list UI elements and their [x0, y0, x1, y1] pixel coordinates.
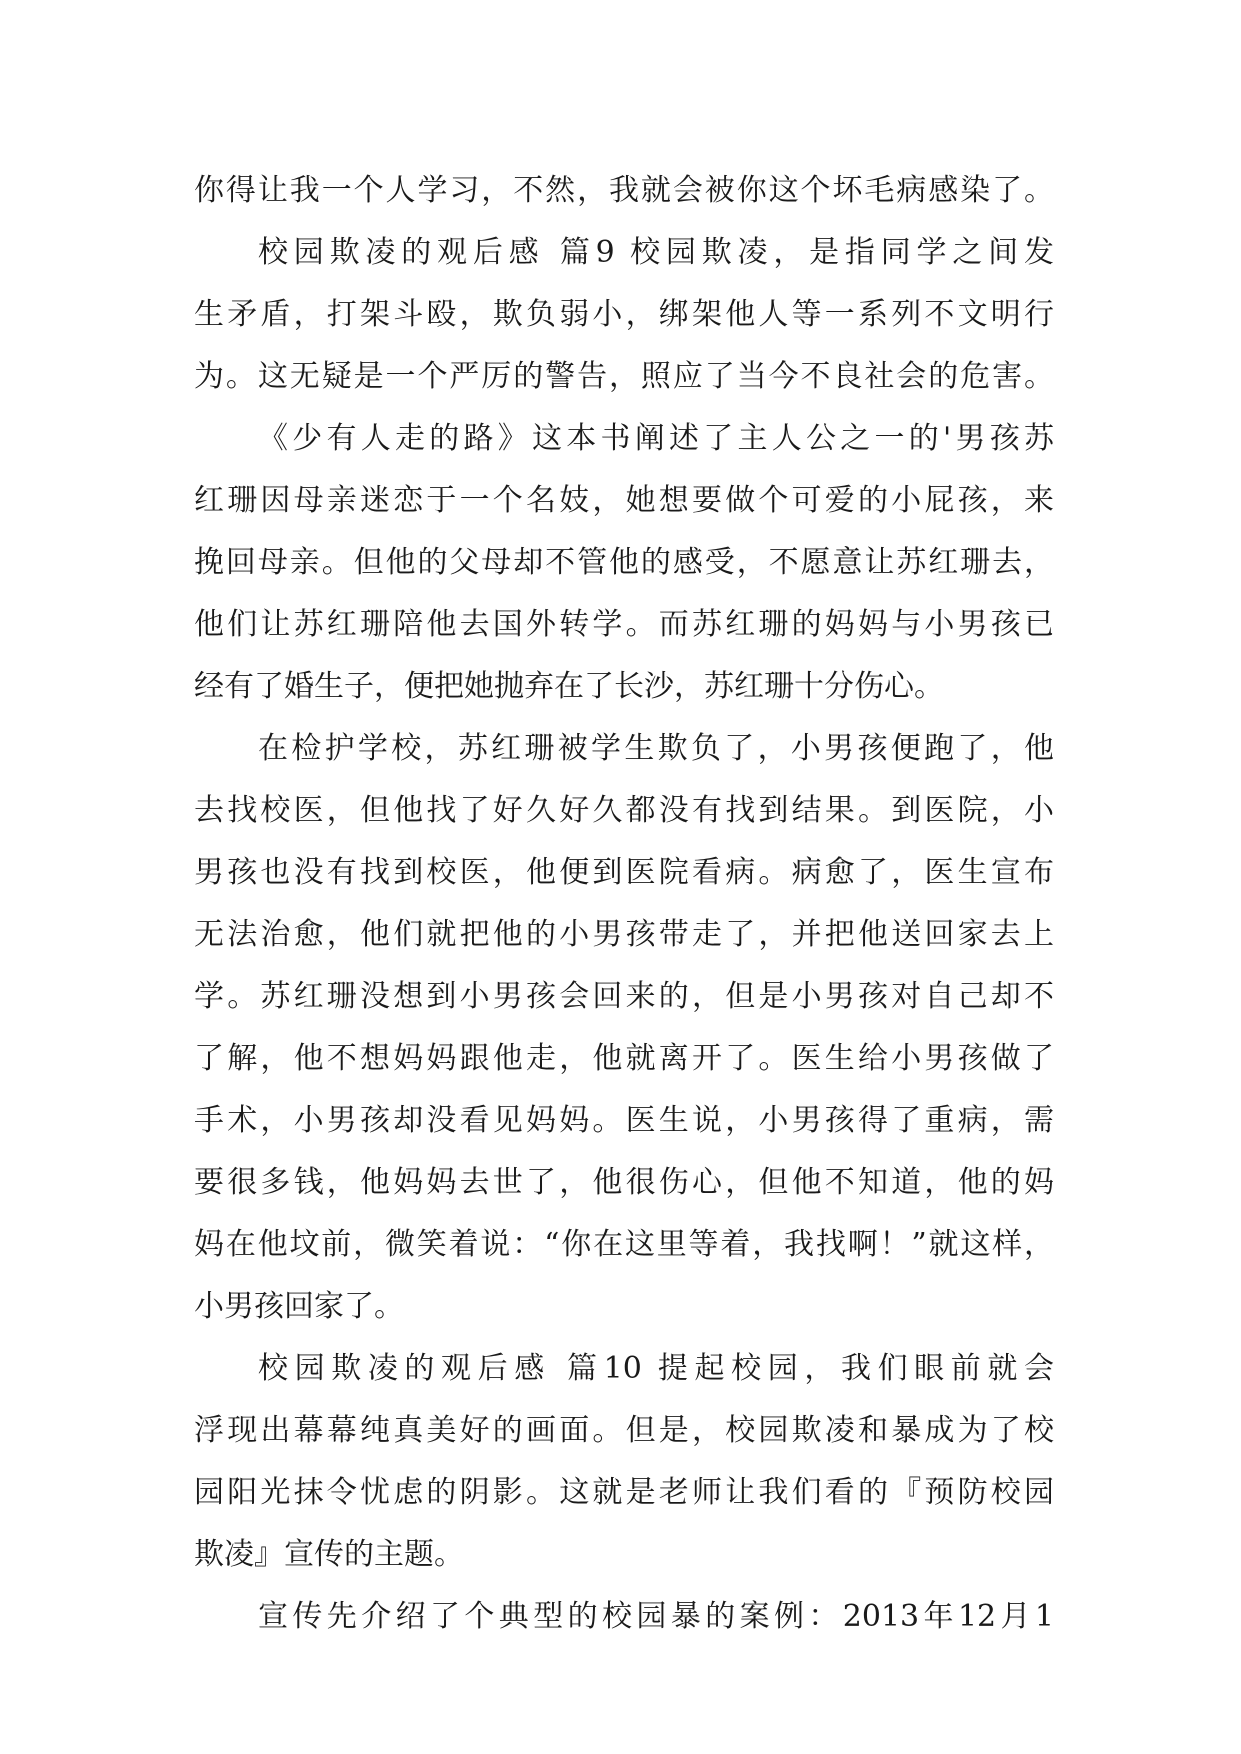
text-line: 经有了婚生子，便把她抛弃在了长沙，苏红珊十分伤心。 — [194, 669, 944, 704]
text-line: 他们让苏红珊陪他去国外转学。而苏红珊的妈妈与小男孩已 — [194, 607, 1054, 642]
text-line: 去找校医，但他找了好久好久都没有找到结果。到医院，小 — [194, 793, 1054, 828]
text-line: 《少有人走的路》这本书阐述了主人公之一的'男孩苏 — [258, 421, 1054, 456]
text-line: 手术，小男孩却没看见妈妈。医生说，小男孩得了重病，需 — [194, 1103, 1054, 1138]
text-line: 在检护学校，苏红珊被学生欺负了，小男孩便跑了，他 — [258, 731, 1054, 766]
text-line: 欺凌』宣传的主题。 — [194, 1537, 464, 1572]
text-line: 挽回母亲。但他的父母却不管他的感受，不愿意让苏红珊去， — [194, 545, 1054, 580]
text-line: 校园欺凌的观后感 篇10 提起校园，我们眼前就会 — [258, 1351, 1054, 1386]
text-line: 生矛盾，打架斗殴，欺负弱小，绑架他人等一系列不文明行 — [194, 297, 1054, 332]
text-line: 校园欺凌的观后感 篇9 校园欺凌，是指同学之间发 — [258, 235, 1054, 270]
text-line: 宣传先介绍了个典型的校园暴的案例：2013年12月1 — [258, 1599, 1054, 1634]
text-line: 妈在他坟前，微笑着说：“你在这里等着，我找啊！”就这样， — [194, 1227, 1054, 1262]
text-line: 学。苏红珊没想到小男孩会回来的，但是小男孩对自己却不 — [194, 979, 1054, 1014]
text-line: 为。这无疑是一个严厉的警告，照应了当今不良社会的危害。 — [194, 359, 1054, 394]
text-line: 无法治愈，他们就把他的小男孩带走了，并把他送回家去上 — [194, 917, 1054, 952]
text-line: 园阳光抹令忧虑的阴影。这就是老师让我们看的『预防校园 — [194, 1475, 1054, 1510]
text-line: 小男孩回家了。 — [194, 1289, 404, 1324]
text-line: 了解，他不想妈妈跟他走，他就离开了。医生给小男孩做了 — [194, 1041, 1054, 1076]
text-line: 你得让我一个人学习，不然，我就会被你这个坏毛病感染了。 — [194, 173, 1054, 208]
text-line: 要很多钱，他妈妈去世了，他很伤心，但他不知道，他的妈 — [194, 1165, 1054, 1200]
body-text — [194, 160, 1054, 1648]
text-line: 男孩也没有找到校医，他便到医院看病。病愈了，医生宣布 — [194, 855, 1054, 890]
text-line: 浮现出幕幕纯真美好的画面。但是，校园欺凌和暴成为了校 — [194, 1413, 1054, 1448]
text-line: 红珊因母亲迷恋于一个名妓，她想要做个可爱的小屁孩，来 — [194, 483, 1054, 518]
